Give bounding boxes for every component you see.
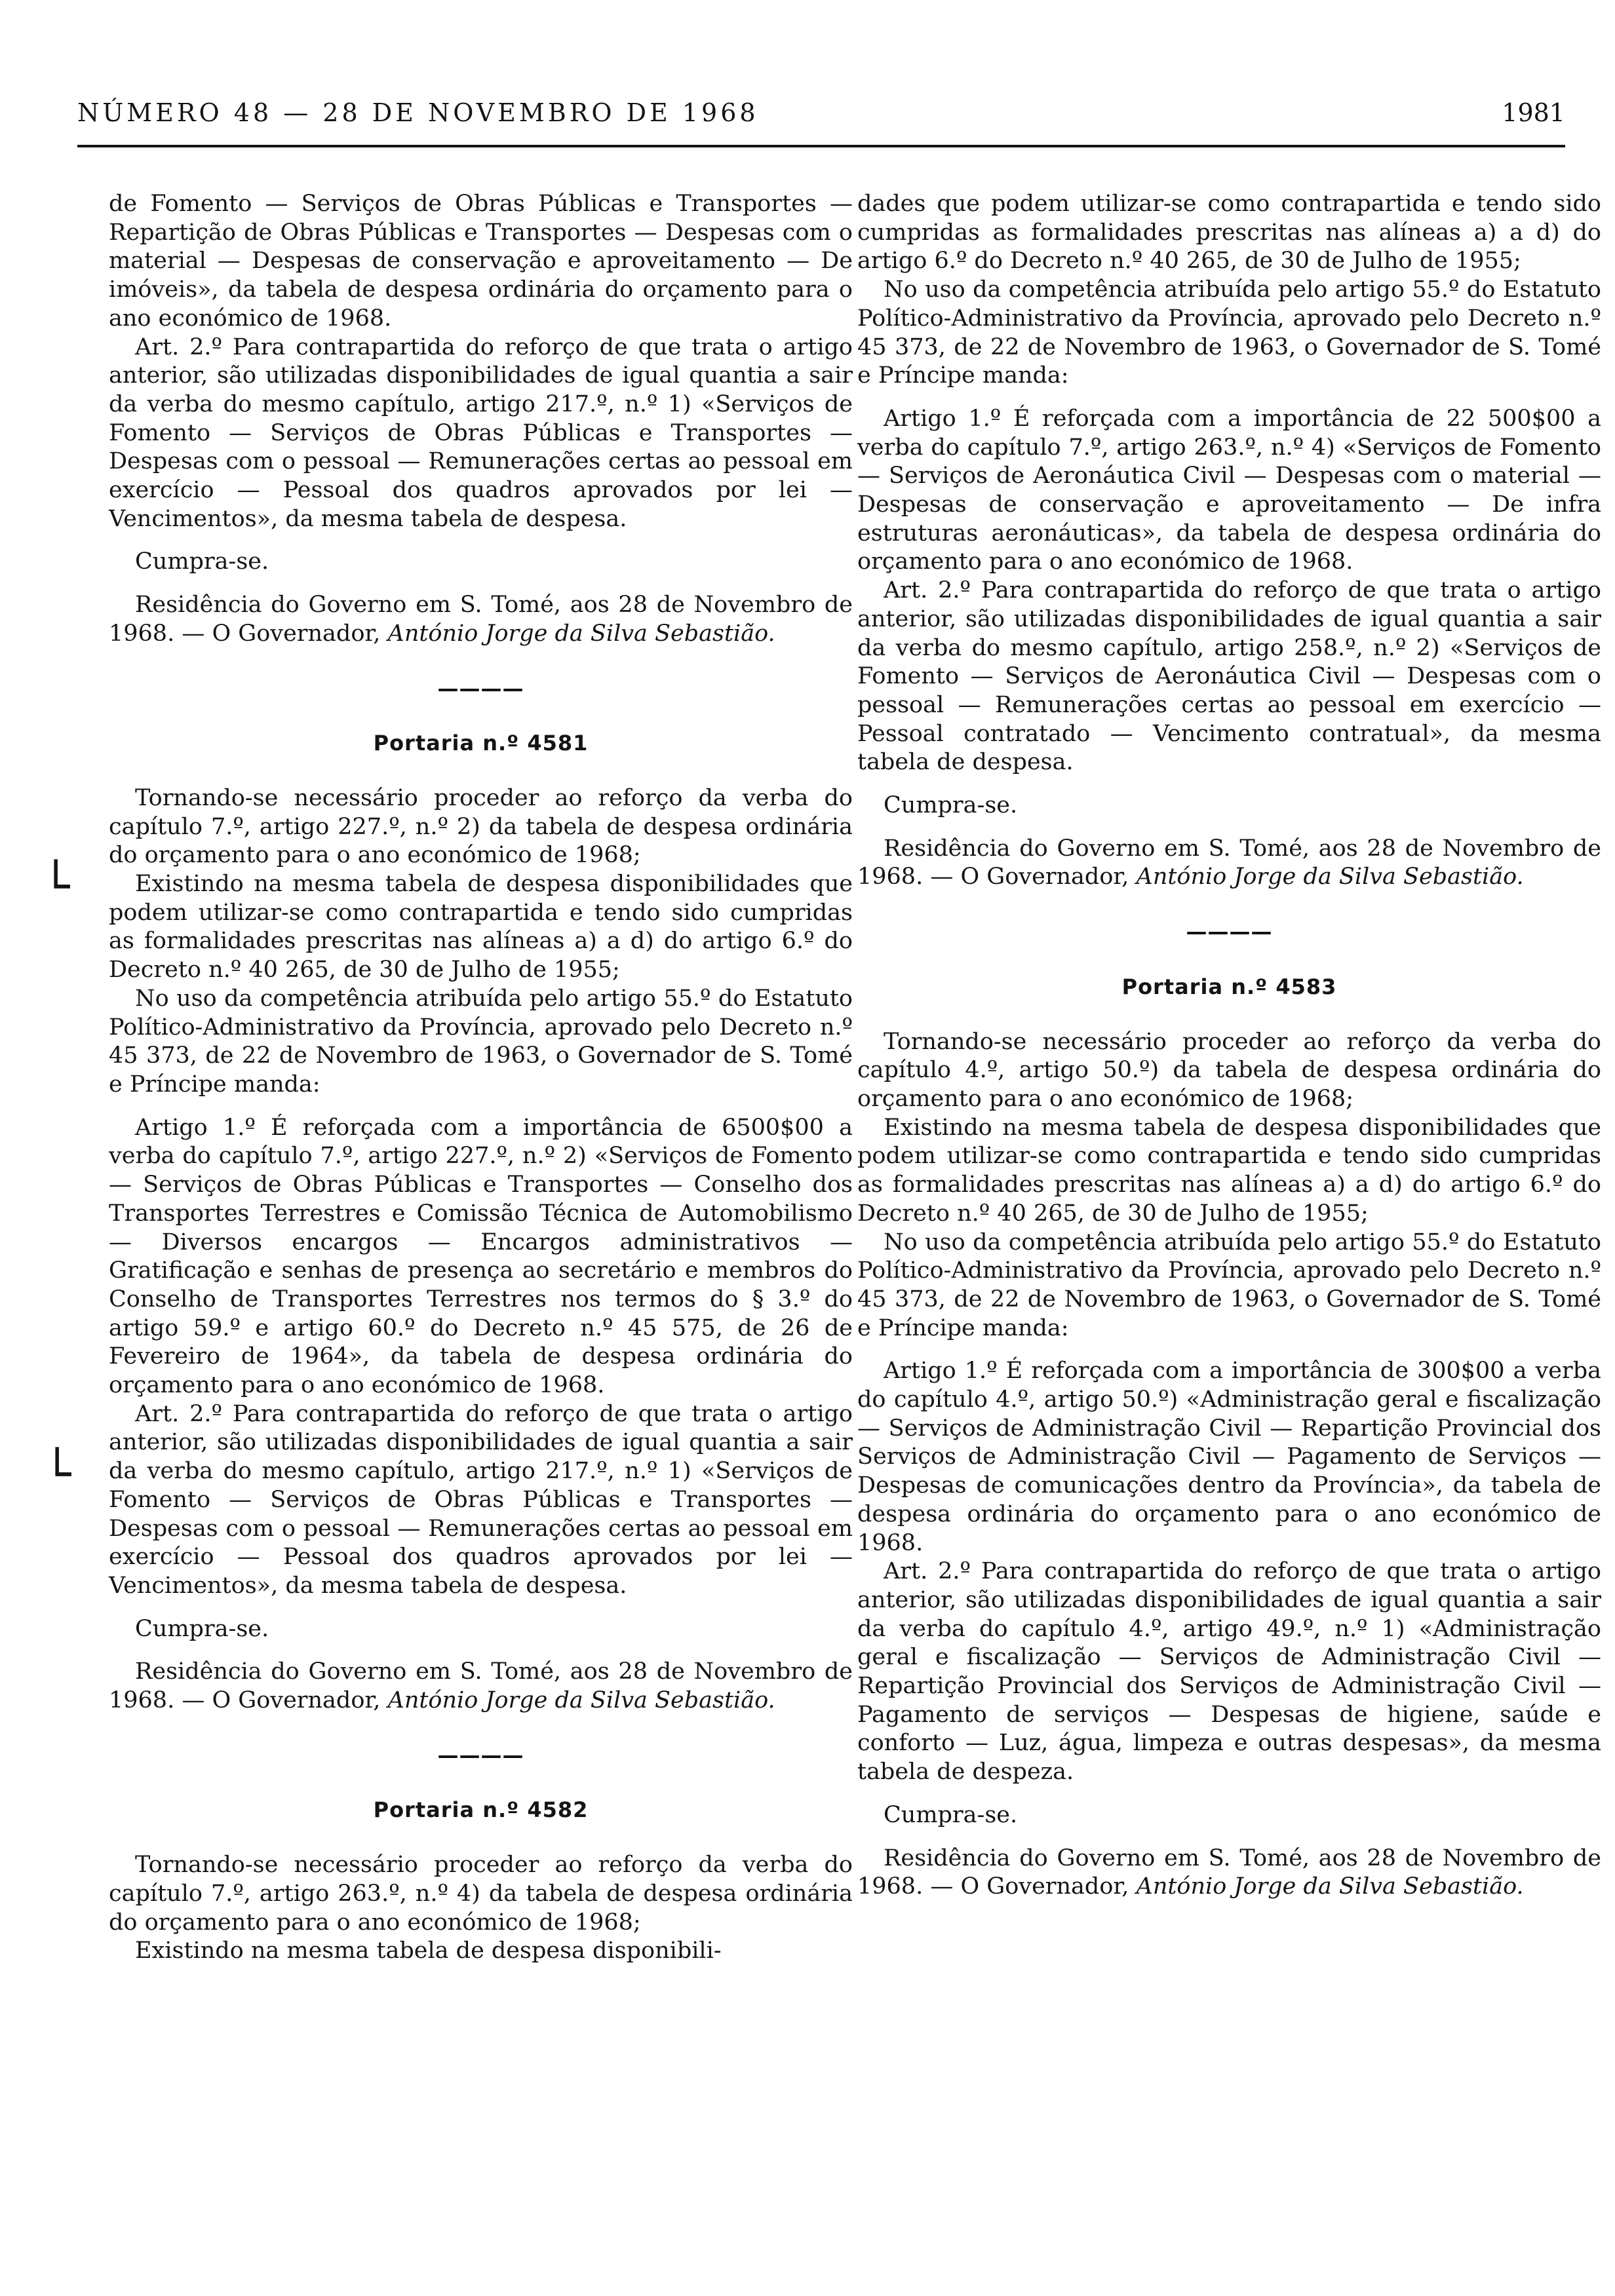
paragraph: No uso da competência atribuída pelo artigo 55.º do Estatuto Político-Administrativo da Província, aprovado pelo Decreto n.º 45 373, de 22 de Novembro de 1963, o Governador de S. Tomé e Príncipe manda: <box>109 985 853 1098</box>
paragraph: Tornando-se necessário proceder ao reforço da verba do capítulo 7.º, artigo 227.º, n.º 2) da tabela de despesa ordinária do orçamento para o ano económico de 1968; <box>109 784 853 869</box>
paragraph: No uso da competência atribuída pelo artigo 55.º do Estatuto Político-Administrativo da Província, aprovado pelo Decreto n.º 45 373, de 22 de Novembro de 1963, o Governador de S. Tomé e Príncipe manda: <box>857 1229 1601 1341</box>
portaria-4583-title: Portaria n.º 4583 <box>1121 974 1337 999</box>
paragraph: Tornando-se necessário proceder ao reforço da verba do capítulo 7.º, artigo 263.º, n.º 4) da tabela de despesa ordinária do orçamento para o ano económico de 1968; <box>109 1852 853 1936</box>
left-column <box>109 190 853 1966</box>
paragraph: Existindo na mesma tabela de despesa disponibili- <box>135 1938 722 1964</box>
governor-name: António Jorge da Silva Sebastião. <box>387 620 775 647</box>
separator: ———— <box>437 1742 524 1768</box>
paragraph: Existindo na mesma tabela de despesa disponibilidades que podem utilizar-se como contrapartida e tendo sido cumpridas as formalidades prescritas nas alíneas a) a d) do artigo 6.º do Decreto n.º 40 265, de 30 de Julho de 1955; <box>109 871 853 984</box>
portaria-4581-title: Portaria n.º 4581 <box>373 731 589 756</box>
article-1: Artigo 1.º É reforçada com a importância de 22 500$00 a verba do capítulo 7.º, artigo 263.º, n.º 4) «Serviços de Fomento — Serviços de Aeronáutica Civil — Despesas com o material — Despesas de conservação e aproveitamento — De infra estruturas aeronáuticas», da tabela de despesa ordinária do orçamento para o ano económico de 1968. <box>857 405 1601 575</box>
article-2: Art. 2.º Para contrapartida do reforço de que trata o artigo anterior, são utilizadas disponibilidades de igual quantia a sair da verba do mesmo capítulo, artigo 217.º, n.º 1) «Serviços de Fomento — Serviços de Obras Públicas e Transportes — Despesas com o pessoal — Remunerações certas ao pessoal em exercício — Pessoal dos quadros aprovados por lei — Vencimentos», da mesma tabela de despesa. <box>109 1400 853 1599</box>
page-number: 1981 <box>1502 98 1565 127</box>
paragraph: de Fomento — Serviços de Obras Públicas e Transportes — Repartição de Obras Públicas e Transportes — Despesas com o material — Despesas de conservação e aproveitamento — De imóveis», da tabela de despesa ordinária do orçamento para o ano económico de 1968. <box>109 191 853 332</box>
header-rule <box>77 145 1565 147</box>
governor-name: António Jorge da Silva Sebastião. <box>1136 1873 1524 1900</box>
portaria-4582-title: Portaria n.º 4582 <box>373 1797 589 1823</box>
article-1: Artigo 1.º É reforçada com a importância de 6500$00 a verba do capítulo 7.º, artigo 227.º, n.º 2) «Serviços de Fomento — Serviços de Obras Públicas e Transportes — Conselho dos Transportes Terrestres e Comissão Técnica de Automobilismo — Diversos encargos — Encargos administrativos — Gratificação e senhas de presença ao secretário e membros do Conselho de Transportes Terrestres nos termos do § 3.º do artigo 59.º e artigo 60.º do Decreto n.º 45 575, de 26 de Fevereiro de 1964», da tabela de despesa ordinária do orçamento para o ano económico de 1968. <box>109 1114 853 1399</box>
signature-line: Residência do Governo em S. Tomé, aos 28 de Novembro de 1968. — O Governador, António Jorge da Silva Sebastião. <box>857 1845 1601 1900</box>
cumpra-se: Cumpra-se. <box>135 1615 269 1642</box>
signature-line: Residência do Governo em S. Tomé, aos 28 de Novembro de 1968. — O Governador, António Jorge da Silva Sebastião. <box>857 835 1601 890</box>
separator: ———— <box>1186 919 1273 945</box>
article-2: Art. 2.º Para contrapartida do reforço de que trata o artigo anterior, são utilizadas disponibilidades de igual quantia a sair da verba do capítulo 4.º, artigo 49.º, n.º 1) «Administração geral e fiscalização — Serviços de Administração Civil — Repartição Provincial dos Serviços de Administração Civil — Pagamento de serviços — Despesas de higiene, saúde e conforto — Luz, água, limpeza e outras despesas», da mesma tabela de despeza. <box>857 1558 1601 1786</box>
paragraph: No uso da competência atribuída pelo artigo 55.º do Estatuto Político-Administrativo da Província, aprovado pelo Decreto n.º 45 373, de 22 de Novembro de 1963, o Governador de S. Tomé e Príncipe manda: <box>857 277 1601 389</box>
signature-line: Residência do Governo em S. Tomé, aos 28 de Novembro de 1968. — O Governador, António Jorge da Silva Sebastião. <box>109 1658 853 1714</box>
cumpra-se: Cumpra-se. <box>884 1801 1018 1828</box>
issue-date-header: NÚMERO 48 — 28 DE NOVEMBRO DE 1968 <box>77 98 759 127</box>
page-header <box>77 95 1565 141</box>
paragraph: Tornando-se necessário proceder ao reforço da verba do capítulo 4.º, artigo 50.º) da tabela de despesa ordinária do orçamento para o ano económico de 1968; <box>857 1028 1601 1112</box>
margin-pencil-mark: └ <box>43 1447 71 1501</box>
margin-pencil-mark: └ <box>42 860 70 913</box>
article-2: Art. 2.º Para contrapartida do reforço de que trata o artigo anterior, são utilizadas disponibilidades de igual quantia a sair da verba do mesmo capítulo, artigo 258.º, n.º 2) «Serviços de Fomento — Serviços de Aeronáutica Civil — Despesas com o pessoal — Remunerações certas ao pessoal em exercício — Pessoal contratado — Vencimento contratual», da mesma tabela de despesa. <box>857 577 1601 776</box>
paragraph: Art. 2.º Para contrapartida do reforço de que trata o artigo anterior, são utilizadas disponibilidades de igual quantia a sair da verba do mesmo capítulo, artigo 217.º, n.º 1) «Serviços de Fomento — Serviços de Obras Públicas e Transportes — Despesas com o pessoal — Remunerações certas ao pessoal em exercício — Pessoal dos quadros aprovados por lei — Vencimentos», da mesma tabela de despesa. <box>109 334 853 532</box>
separator: ———— <box>437 676 524 701</box>
governor-name: António Jorge da Silva Sebastião. <box>1136 864 1524 890</box>
cumpra-se: Cumpra-se. <box>135 548 269 575</box>
article-1: Artigo 1.º É reforçada com a importância de 300$00 a verba do capítulo 4.º, artigo 50.º) «Administração geral e fiscalização — Serviços de Administração Civil — Repartição Provincial dos Serviços de Administração Civil — Pagamento de Serviços — Despesas de comunicações dentro da Província», da tabela de despesa ordinária do orçamento para o ano económico de 1968. <box>857 1358 1601 1556</box>
governor-name: António Jorge da Silva Sebastião. <box>387 1687 775 1714</box>
signature-line: Residência do Governo em S. Tomé, aos 28 de Novembro de 1968. — O Governador, António Jorge da Silva Sebastião. <box>109 592 853 647</box>
right-column <box>857 190 1601 1902</box>
cumpra-se: Cumpra-se. <box>884 792 1018 819</box>
paragraph: dades que podem utilizar-se como contrapartida e tendo sido cumpridas as formalidades prescritas nas alíneas a) a d) do artigo 6.º do Decreto n.º 40 265, de 30 de Julho de 1955; <box>857 191 1601 275</box>
paragraph: Existindo na mesma tabela de despesa disponibilidades que podem utilizar-se como contrapartida e tendo sido cumpridas as formalidades prescritas nas alíneas a) a d) do artigo 6.º do Decreto n.º 40 265, de 30 de Julho de 1955; <box>857 1114 1601 1227</box>
